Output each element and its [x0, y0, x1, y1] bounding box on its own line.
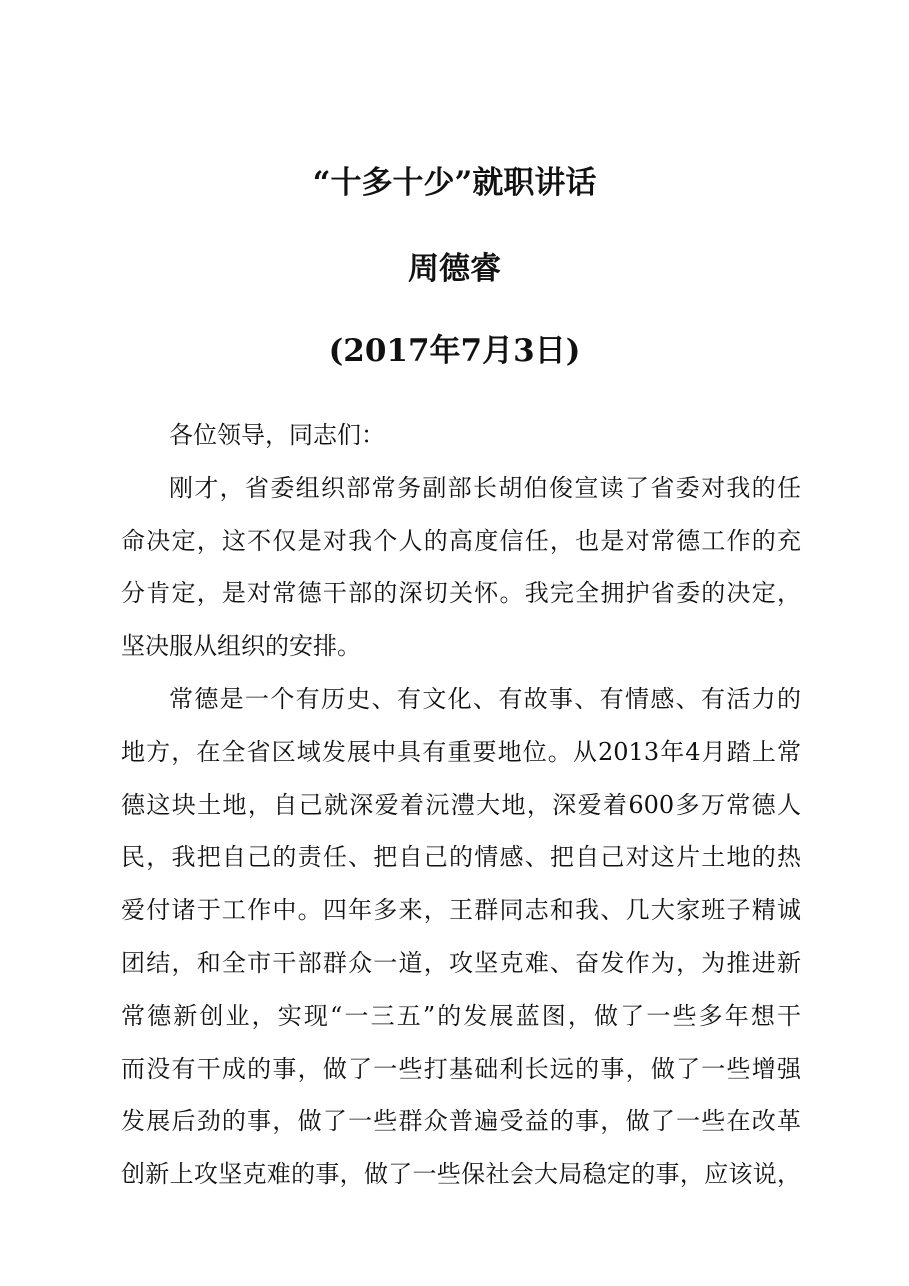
speech-date: (2017年7月3日): [328, 333, 581, 369]
paragraph-line: 地方，在全省区域发展中具有重要地位。从2013年4月踏上常: [121, 737, 801, 766]
paragraph-appointment: [121, 471, 801, 663]
paragraph-line: 民，我把自己的责任、把自己的情感、把自己对这片土地的热: [121, 843, 801, 872]
paragraph-line: 发展后劲的事，做了一些群众普遍受益的事，做了一些在改革: [121, 1107, 801, 1136]
paragraph-line: 德这块土地，自己就深爱着沅澧大地，深爱着600多万常德人: [121, 790, 801, 819]
paragraph-line: 各位领导，同志们：: [169, 421, 385, 449]
document-title: “十多十少”就职讲话: [312, 165, 597, 201]
paragraph-line: 分肯定，是对常德干部的深切关怀。我完全拥护省委的决定，: [121, 579, 801, 608]
paragraph-line: 创新上攻坚克难的事，做了一些保社会大局稳定的事，应该说，: [121, 1160, 801, 1189]
paragraph-line: 命决定，这不仅是对我个人的高度信任，也是对常德工作的充: [121, 526, 801, 555]
paragraph-line: 刚才，省委组织部常务副部长胡伯俊宣读了省委对我的任: [169, 473, 801, 502]
paragraph-line: 爱付诸于工作中。四年多来，王群同志和我、几大家班子精诚: [121, 896, 801, 925]
speech-body: [121, 418, 801, 1210]
paragraph-salutation: [121, 418, 801, 452]
paragraph-line: 常德新创业，实现“一三五”的发展蓝图，做了一些多年想干: [121, 1001, 801, 1030]
speaker-name: 周德睿: [408, 251, 501, 287]
paragraph-line: 而没有干成的事，做了一些打基础利长远的事，做了一些增强: [121, 1054, 801, 1083]
paragraph-changde: [121, 682, 801, 1191]
paragraph-line: 坚决服从组织的安排。: [121, 632, 361, 661]
paragraph-line: 常德是一个有历史、有文化、有故事、有情感、有活力的: [169, 684, 801, 713]
paragraph-line: 团结，和全市干部群众一道，攻坚克难、奋发作为，为推进新: [121, 948, 801, 977]
